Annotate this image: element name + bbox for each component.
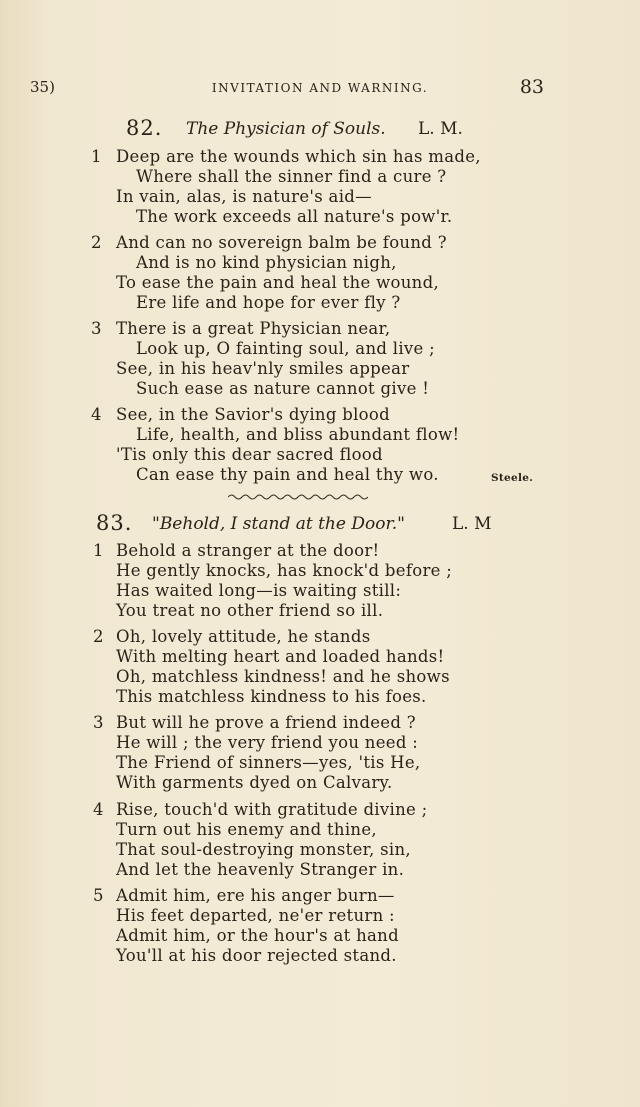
verse-line: Where shall the sinner find a cure ? (136, 167, 447, 186)
hymn-author: Steele. (491, 472, 534, 484)
verse-line: Life, health, and bliss abundant flow! (136, 425, 460, 444)
verse-line: You treat no other friend so ill. (116, 601, 384, 620)
verse-line: That soul-destroying monster, sin, (116, 840, 411, 859)
verse-line: But will he prove a friend indeed ? (116, 713, 416, 732)
verse-number: 3 (93, 713, 104, 732)
verse-number: 5 (93, 886, 104, 905)
verse-line: Ere life and hope for ever fly ? (136, 293, 401, 312)
hymn-83-heading (0, 511, 640, 541)
hymn-meter: L. M. (418, 119, 463, 139)
verse-line: The Friend of sinners—yes, 'tis He, (116, 753, 421, 772)
verse-number: 1 (91, 147, 102, 166)
hymn-meter: L. M (452, 514, 492, 534)
hymn-number: 83. (96, 511, 133, 535)
verse-line: To ease the pain and heal the wound, (116, 273, 440, 292)
page-number: 83 (519, 76, 544, 98)
verse-line: His feet departed, ne'er return : (116, 906, 395, 925)
header-section-number: 35) (30, 78, 55, 96)
verse-line: Oh, matchless kindness! and he shows (116, 667, 450, 686)
verse-number: 2 (91, 233, 102, 252)
verse-line: Can ease thy pain and heal thy wo. (136, 465, 439, 484)
verse-line: Deep are the wounds which sin has made, (116, 147, 481, 166)
verse-line: Such ease as nature cannot give ! (136, 379, 430, 398)
verse-line: Admit him, ere his anger burn— (116, 886, 395, 905)
verse-line: Turn out his enemy and thine, (116, 820, 377, 839)
verse-line: You'll at his door rejected stand. (116, 946, 397, 965)
verse-line: Admit him, or the hour's at hand (116, 926, 399, 945)
hymn-title: The Physician of Souls. (186, 119, 386, 139)
verse-line: With garments dyed on Calvary. (116, 773, 393, 792)
verse-line: Look up, O fainting soul, and live ; (136, 339, 436, 358)
hymn-number: 82. (126, 116, 163, 140)
verse-number: 4 (91, 405, 102, 424)
page-header (0, 76, 640, 100)
verse-line: See, in the Savior's dying blood (116, 405, 391, 424)
verse-line: 'Tis only this dear sacred flood (116, 445, 383, 464)
hymn-title: "Behold, I stand at the Door." (152, 514, 405, 534)
running-title: INVITATION AND WARNING. (211, 81, 429, 95)
verse-line: See, in his heav'nly smiles appear (116, 359, 410, 378)
verse-line: This matchless kindness to his foes. (116, 687, 427, 706)
verse-line: The work exceeds all nature's pow'r. (136, 207, 453, 226)
verse-line: Has waited long—is waiting still: (116, 581, 402, 600)
hymn-82-heading (0, 116, 640, 146)
verse-line: Behold a stranger at the door! (116, 541, 380, 560)
verse-number: 2 (93, 627, 104, 646)
verse-number: 4 (93, 800, 104, 819)
verse-number: 3 (91, 319, 102, 338)
verse-line: In vain, alas, is nature's aid— (116, 187, 372, 206)
verse-line: There is a great Physician near, (116, 319, 391, 338)
verse-line: And is no kind physician nigh, (136, 253, 397, 272)
verse-line: He gently knocks, has knock'd before ; (116, 561, 453, 580)
verse-line: Oh, lovely attitude, he stands (116, 627, 371, 646)
verse-line: He will ; the very friend you need : (116, 733, 419, 752)
verse-line: And let the heavenly Stranger in. (116, 860, 405, 879)
verse-line: With melting heart and loaded hands! (116, 647, 445, 666)
verse-number: 1 (93, 541, 104, 560)
section-divider (228, 492, 368, 502)
verse-line: Rise, touch'd with gratitude divine ; (116, 800, 428, 819)
verse-line: And can no sovereign balm be found ? (116, 233, 447, 252)
